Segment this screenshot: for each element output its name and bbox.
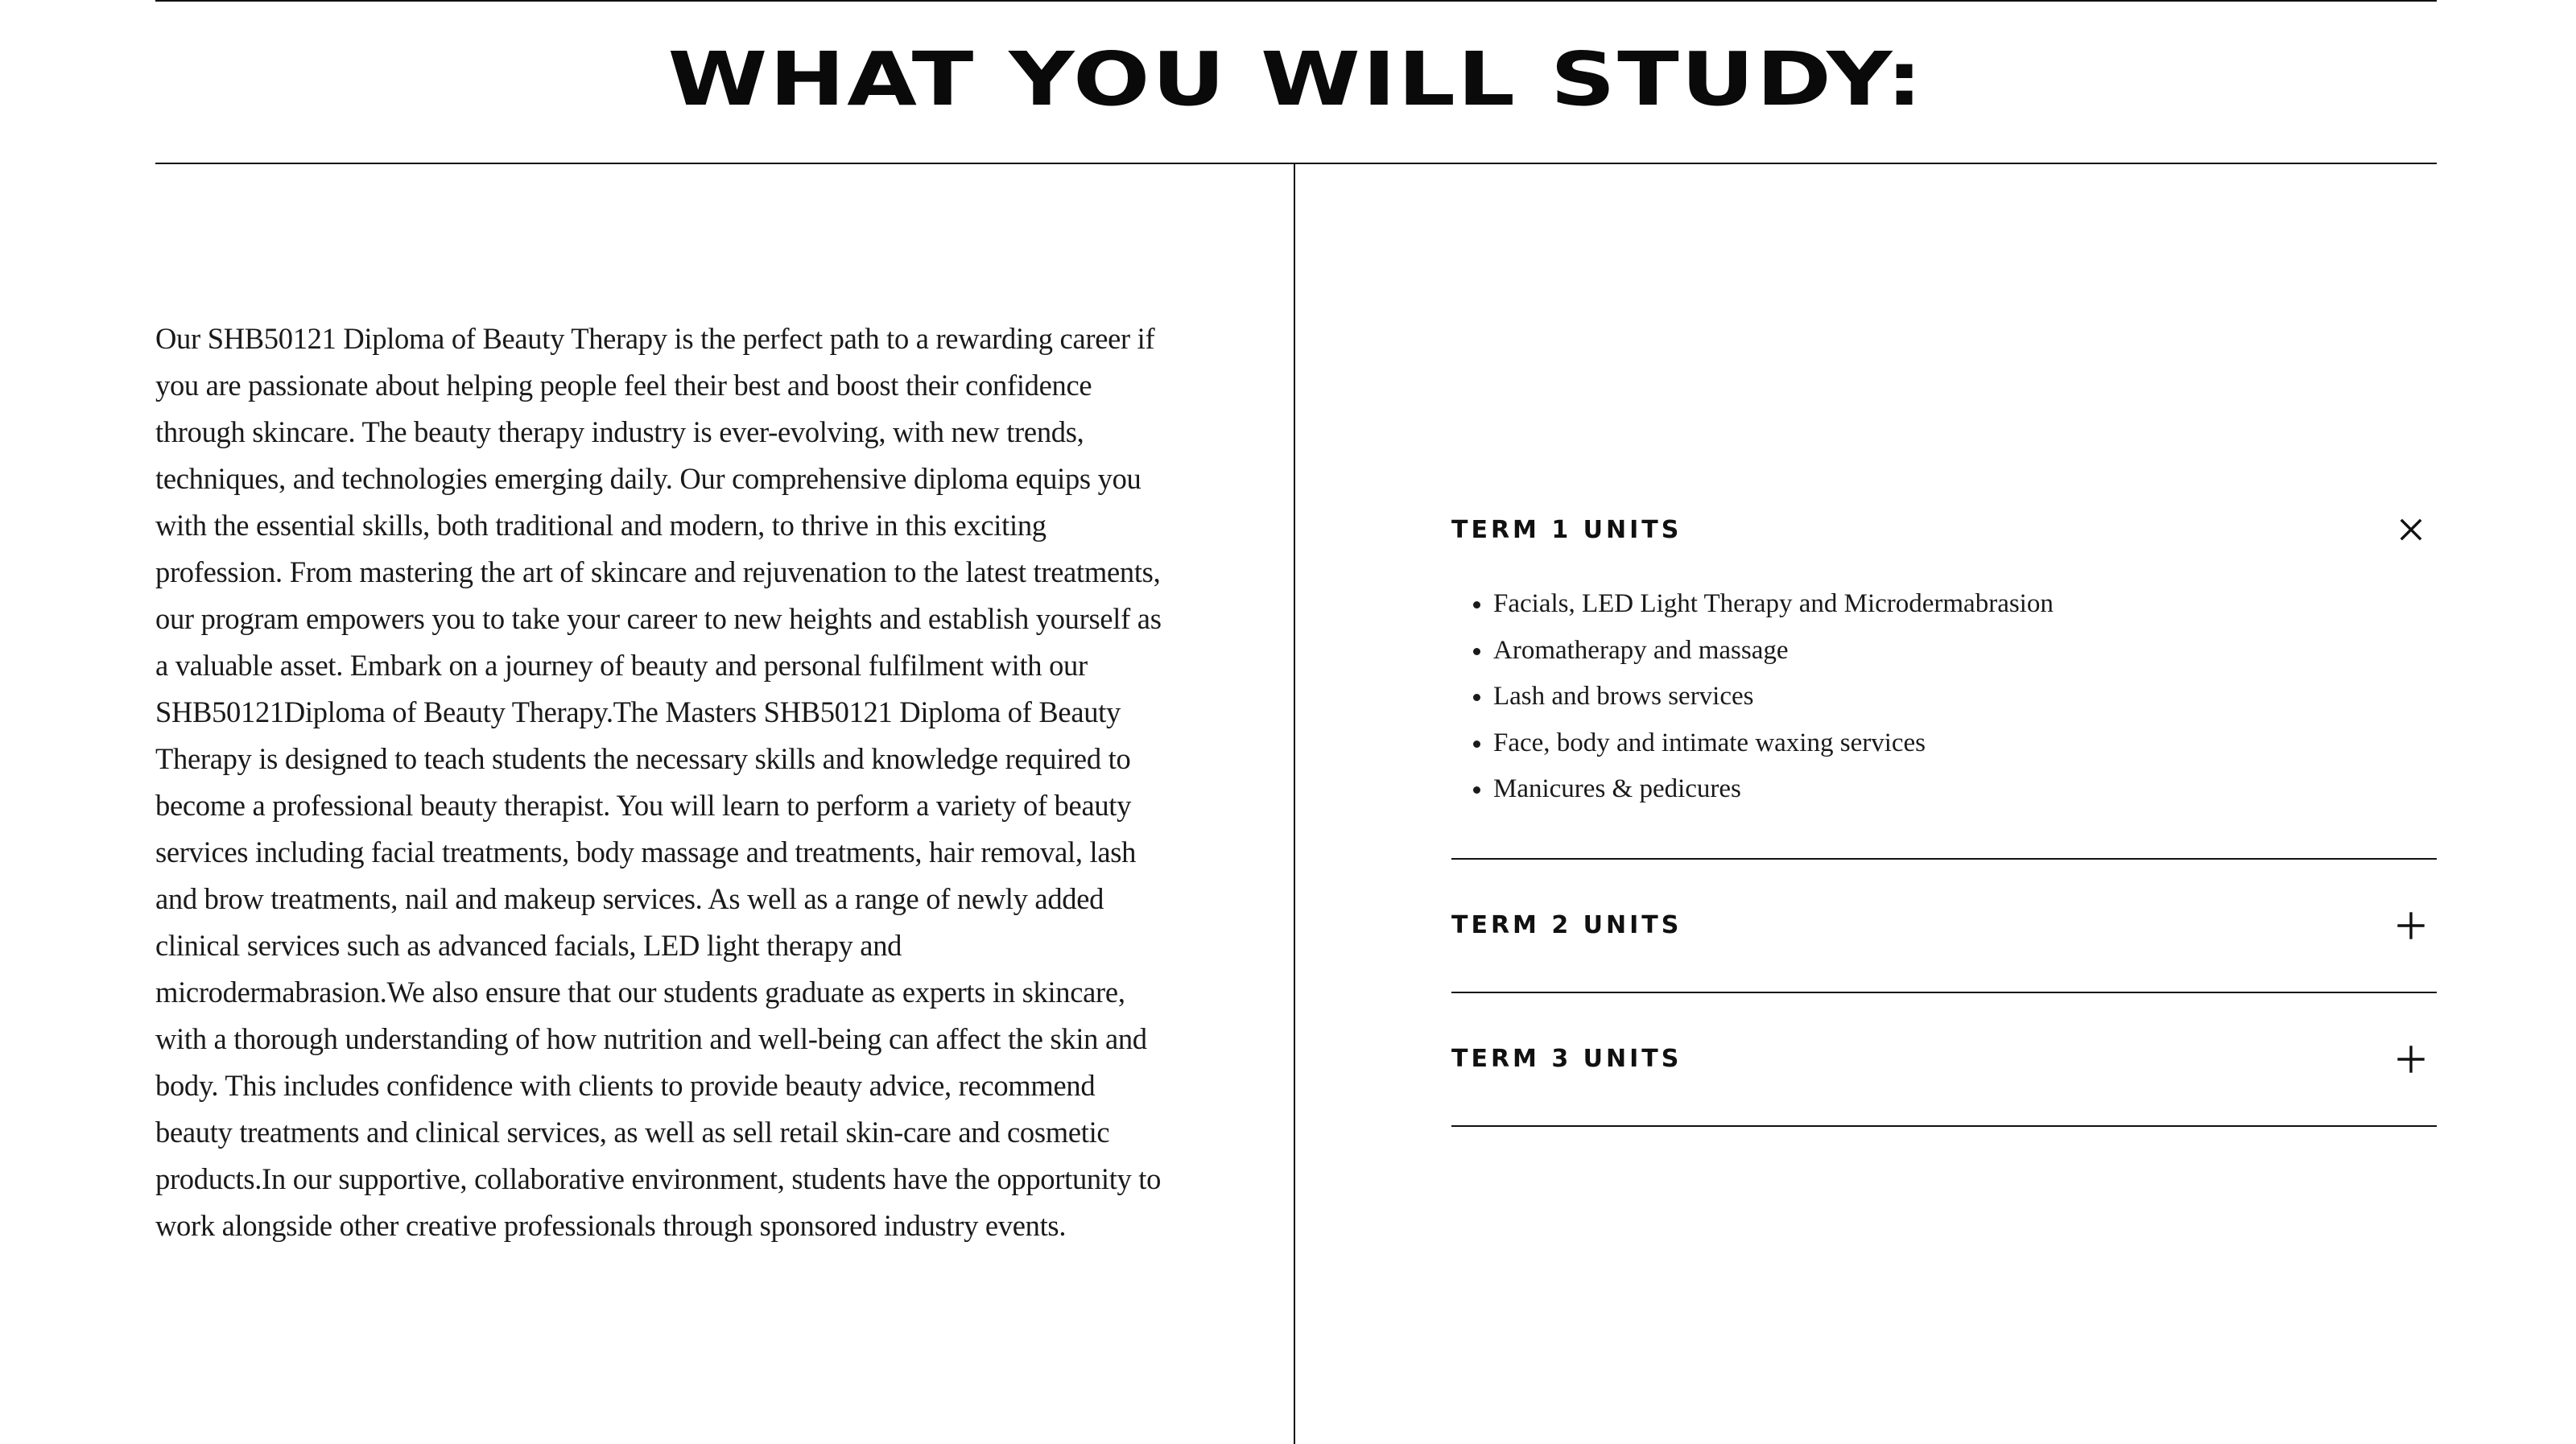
list-item: • Aromatherapy and massage (1493, 628, 2437, 675)
course-description: Our SHB50121 Diploma of Beauty Therapy is the perfect path to a rewarding career if you are passionate about helping people feel their best and boost their confidence through skincare. The beauty therapy industry is ever-evolving, with new trends, techniques, and technologies emerging daily. Our comprehensive diploma equips you with the essential skills, both traditional and modern, to thrive in this exciting profession. From mastering the art of skincare and rejuvenation to the latest treatments, our program empowers you to take your career to new heights and establish yourself as a valuable asset. Embark on a journey of beauty and personal fulfilment with our SHB50121Diploma of Beauty Therapy.The Masters SHB50121 Diploma of Beauty Therapy is designed to teach students the necessary skills and knowledge required to become a professional beauty therapist. You will learn to perform a variety of beauty services including facial treatments, body massage and treatments, hair removal, lash and brow treatments, nail and makeup services. As well as a range of newly added clinical services such as advanced facials, LED light therapy and microdermabrasion.We also ensure that our students graduate as experts in skincare, with a thorough understanding of how nutrition and well-being can affect the skin and body. This includes confidence with clients to provide beauty advice, recommend beauty treatments and clinical services, as well as sell retail skin-care and cosmetic products.In our supportive, collaborative environment, students have the opportunity to work alongside other creative professionals through sponsored industry events. (155, 322, 1162, 1242)
accordion-title-term-3: TERM 3 UNITS (1451, 1045, 1682, 1073)
column-divider (1294, 164, 1295, 1444)
accordion-divider (1451, 1125, 2437, 1127)
heading-divider (155, 163, 2437, 164)
section-heading: WHAT YOU WILL STUDY: (667, 36, 1925, 122)
accordion-item-term-3 (1451, 993, 2437, 1127)
units-accordion (1451, 488, 2437, 1127)
plus-icon[interactable] (2387, 1035, 2435, 1083)
list-item: • Lash and brows services (1493, 674, 2437, 720)
list-item: • Facials, LED Light Therapy and Microdermabrasion (1493, 581, 2437, 628)
list-item: • Face, body and intimate waxing services (1493, 720, 2437, 767)
term-1-unit-list (1451, 581, 2437, 813)
list-item: • Manicures & pedicures (1493, 766, 2437, 813)
accordion-panel-term-1 (1451, 571, 2437, 858)
accordion-title-term-1: TERM 1 UNITS (1451, 515, 1682, 544)
accordion-item-term-1 (1451, 488, 2437, 860)
accordion-toggle-term-1[interactable] (1451, 488, 2437, 571)
close-icon[interactable] (2387, 505, 2435, 554)
accordion-title-term-2: TERM 2 UNITS (1451, 911, 1682, 939)
plus-icon[interactable] (2387, 901, 2435, 950)
accordion-item-term-2 (1451, 860, 2437, 993)
accordion-toggle-term-2[interactable] (1451, 860, 2437, 992)
accordion-toggle-term-3[interactable] (1451, 993, 2437, 1125)
top-rule (155, 0, 2437, 2)
